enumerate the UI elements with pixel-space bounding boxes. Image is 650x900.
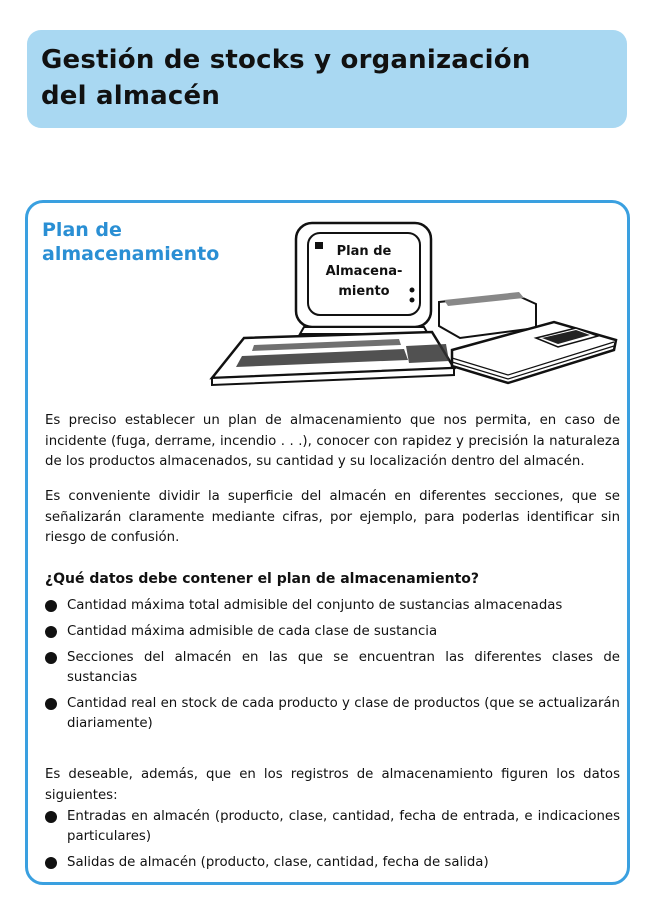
list-item: Salidas de almacén (producto, clase, cantidad, fecha de salida): [45, 853, 620, 873]
list-item: Entradas en almacén (producto, clase, cantidad, fecha de entrada, e indicaciones particulares): [45, 807, 620, 847]
question-heading: ¿Qué datos debe contener el plan de almacenamiento?: [45, 571, 479, 587]
section-heading-line-1: Plan de: [42, 219, 122, 241]
bullet-icon: [45, 600, 57, 612]
paragraph-2: Es conveniente dividir la superficie del almacén en diferentes secciones, que se señalizarán claramente mediante cifras, por ejemplo, para poderlas identificar sin riesgo de confusión.: [45, 489, 620, 545]
page-title-line-2: del almacén: [41, 81, 221, 111]
cursor-block: [315, 242, 323, 249]
screen-text-2: Almacena-: [325, 264, 403, 279]
section-heading-line-2: almacenamiento: [42, 243, 220, 265]
plan-contents-list: [45, 596, 620, 740]
computer-illustration: [184, 218, 620, 394]
page-title-line-1: Gestión de stocks y organización: [41, 45, 531, 75]
list-item: Cantidad máxima total admisible del conjunto de sustancias almacenadas: [45, 596, 620, 616]
screen-text-1: Plan de: [336, 244, 392, 259]
records-list: [45, 807, 620, 879]
bullet-icon: [45, 698, 57, 710]
bullet-icon: [45, 652, 57, 664]
bullet-icon: [45, 626, 57, 638]
list-item: Secciones del almacén en las que se encuentran las diferentes clases de sustancias: [45, 648, 620, 688]
paragraph-1: Es preciso establecer un plan de almacenamiento que nos permita, en caso de incidente (fuga, derrame, incendio . . .), conocer con rapidez y precisión la naturaleza de los productos almacenados, su cantidad y su localización dentro del almacén.: [45, 413, 620, 469]
paragraph-3: Es deseable, además, que en los registros de almacenamiento figuren los datos siguientes:: [45, 767, 620, 803]
list-item: Cantidad máxima admisible de cada clase de sustancia: [45, 622, 620, 642]
bullet-icon: [45, 811, 57, 823]
title-banner: [27, 30, 627, 128]
screen-text-3: miento: [338, 284, 390, 299]
list-item: Cantidad real en stock de cada producto y clase de productos (que se actualizarán diariamente): [45, 694, 620, 734]
bullet-icon: [45, 857, 57, 869]
